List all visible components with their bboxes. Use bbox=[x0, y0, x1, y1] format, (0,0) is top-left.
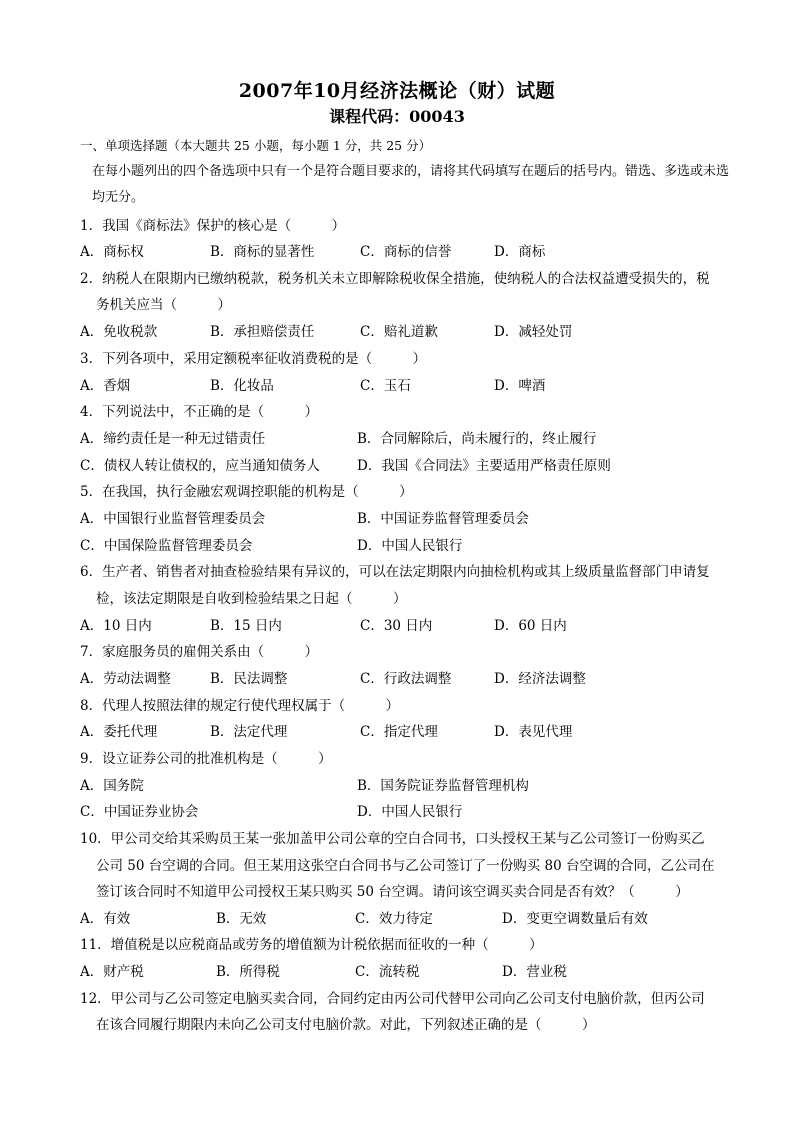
question-10-stem-2: 公司 50 台空调的合同。但王某用这张空白合同书与乙公司签订了一份购买 80 台空调的合同，乙公司在 bbox=[96, 858, 715, 874]
question-3-stem: 3．下列各项中，采用定额税率征收消费税的是（ ） bbox=[80, 351, 427, 367]
q4-option-c: C．债权人转让债权的，应当通知债务人 bbox=[80, 458, 320, 474]
q3-option-c: C．玉石 bbox=[360, 378, 411, 394]
q6-option-c: C．30 日内 bbox=[360, 618, 433, 634]
question-10-stem-3: 签订该合同时不知道甲公司授权王某只购买 50 台空调。请问该空调买卖合同是否有效？（ ） bbox=[96, 884, 689, 900]
question-7-stem: 7．家庭服务员的雇佣关系由（ ） bbox=[80, 644, 319, 660]
q2-option-d: D．减轻处罚 bbox=[494, 324, 573, 340]
q1-option-c: C．商标的信誉 bbox=[360, 244, 452, 260]
question-2-stem-2: 务机关应当（ ） bbox=[96, 297, 231, 313]
q11-option-b: B．所得税 bbox=[216, 964, 280, 980]
q9-option-a: A．国务院 bbox=[80, 778, 144, 794]
question-9-stem: 9．设立证券公司的批准机构是（ ） bbox=[80, 751, 332, 767]
q8-option-d: D．表见代理 bbox=[494, 724, 573, 740]
q10-option-b: B．无效 bbox=[216, 911, 267, 927]
exam-title: 2007年10月经济法概论（财）试题 bbox=[238, 80, 556, 102]
q11-option-a: A．财产税 bbox=[80, 964, 144, 980]
q10-option-c: C．效力待定 bbox=[355, 911, 433, 927]
question-8-stem: 8．代理人按照法律的规定行使代理权属于（ ） bbox=[80, 698, 400, 714]
q4-option-a: A．缔约责任是一种无过错责任 bbox=[80, 431, 266, 447]
q9-option-d: D．中国人民银行 bbox=[357, 804, 463, 820]
q2-option-a: A．免收税款 bbox=[80, 324, 158, 340]
question-12-stem-1: 12．甲公司与乙公司签定电脑买卖合同，合同约定由丙公司代替甲公司向乙公司支付电脑价款，但丙公司 bbox=[80, 991, 705, 1007]
q7-option-d: D．经济法调整 bbox=[494, 671, 586, 687]
q5-option-b: B．中国证券监督管理委员会 bbox=[357, 511, 529, 527]
q3-option-a: A．香烟 bbox=[80, 378, 131, 394]
question-12-stem-2: 在该合同履行期限内未向乙公司支付电脑价款。对此，下列叙述正确的是（ ） bbox=[96, 1017, 596, 1033]
question-4-stem: 4．下列说法中，不正确的是（ ） bbox=[80, 404, 319, 420]
q1-option-a: A．商标权 bbox=[80, 244, 144, 260]
question-6-stem-2: 检，该法定期限是自收到检验结果之日起（ ） bbox=[96, 591, 407, 607]
q10-option-a: A．有效 bbox=[80, 911, 131, 927]
question-2-stem-1: 2．纳税人在限期内已缴纳税款，税务机关未立即解除税收保全措施，使纳税人的合法权益遭受损失的，税 bbox=[80, 271, 710, 287]
q6-option-a: A．10 日内 bbox=[80, 618, 152, 634]
q4-option-d: D．我国《合同法》主要适用严格责任原则 bbox=[357, 458, 611, 474]
course-code: 课程代码：00043 bbox=[329, 107, 465, 126]
q7-option-c: C．行政法调整 bbox=[360, 671, 452, 687]
q8-option-b: B．法定代理 bbox=[210, 724, 288, 740]
q9-option-c: C．中国证券业协会 bbox=[80, 804, 199, 820]
q1-option-d: D．商标 bbox=[494, 244, 546, 260]
q3-option-d: D．啤酒 bbox=[494, 378, 546, 394]
q10-option-d: D．变更空调数量后有效 bbox=[502, 911, 648, 927]
section-instruction: 在每小题列出的四个备选项中只有一个是符合题目要求的，请将其代码填写在题后的括号内。错选、多选或未选均无分。 bbox=[92, 164, 730, 205]
q5-option-d: D．中国人民银行 bbox=[357, 538, 463, 554]
q4-option-b: B．合同解除后，尚未履行的，终止履行 bbox=[357, 431, 597, 447]
q7-option-b: B．民法调整 bbox=[210, 671, 288, 687]
question-1-stem: 1．我国《商标法》保护的核心是（ ） bbox=[80, 218, 346, 234]
question-10-stem-1: 10．甲公司交给其采购员王某一张加盖甲公司公章的空白合同书，口头授权王某与乙公司签订一份购买乙 bbox=[80, 831, 705, 847]
q8-option-a: A．委托代理 bbox=[80, 724, 158, 740]
question-5-stem: 5．在我国，执行金融宏观调控职能的机构是（ ） bbox=[80, 484, 413, 500]
q6-option-d: D．60 日内 bbox=[494, 618, 567, 634]
q2-option-b: B．承担赔偿责任 bbox=[210, 324, 315, 340]
q2-option-c: C．赔礼道歉 bbox=[360, 324, 438, 340]
q3-option-b: B．化妆品 bbox=[210, 378, 274, 394]
q6-option-b: B．15 日内 bbox=[210, 618, 282, 634]
q11-option-c: C．流转税 bbox=[355, 964, 420, 980]
section-heading: 一、单项选择题（本大题共 25 小题，每小题 1 分，共 25 分） bbox=[80, 138, 432, 153]
q5-option-c: C．中国保险监督管理委员会 bbox=[80, 538, 253, 554]
question-11-stem: 11．增值税是以应税商品或劳务的增值额为计税依据而征收的一种（ ） bbox=[80, 937, 543, 953]
q1-option-b: B．商标的显著性 bbox=[210, 244, 315, 260]
question-6-stem-1: 6．生产者、销售者对抽查检验结果有异议的，可以在法定期限内向抽检机构或其上级质量监督部门申请复 bbox=[80, 564, 710, 580]
q11-option-d: D．营业税 bbox=[502, 964, 567, 980]
q9-option-b: B．国务院证券监督管理机构 bbox=[357, 778, 529, 794]
q8-option-c: C．指定代理 bbox=[360, 724, 438, 740]
q5-option-a: A．中国银行业监督管理委员会 bbox=[80, 511, 266, 527]
q7-option-a: A．劳动法调整 bbox=[80, 671, 171, 687]
